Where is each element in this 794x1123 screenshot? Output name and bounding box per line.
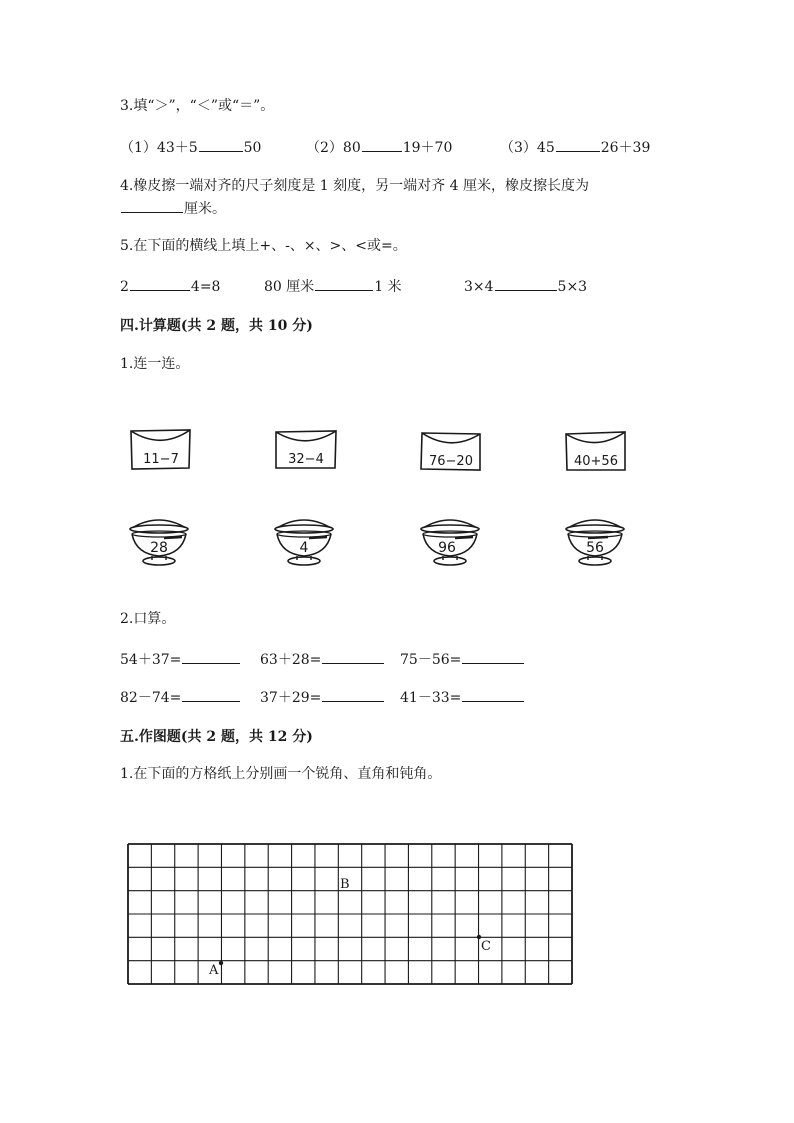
envelope-4-label: 40+56 xyxy=(574,454,618,469)
oral-item xyxy=(120,687,241,708)
q5-item-2 xyxy=(264,276,402,297)
envelope-3[interactable] xyxy=(419,428,483,472)
oral-expr: 63＋28= xyxy=(260,652,322,668)
q3-item-2-label: （2）80 xyxy=(306,140,361,156)
q5-item-3-right: 5×3 xyxy=(557,279,588,295)
oral-item xyxy=(260,687,385,708)
oral-expr: 54＋37= xyxy=(120,652,182,668)
q5-item-1-left: 2 xyxy=(120,279,129,295)
q3-title: 3.填“＞”，“＜”或“＝”。 xyxy=(120,98,275,114)
envelope-1[interactable] xyxy=(129,428,193,472)
oral-expr: 82－74= xyxy=(120,690,182,706)
section5-heading: 五.作图题(共 2 题，共 12 分) xyxy=(120,729,313,745)
q4-line2 xyxy=(120,198,226,219)
s5-q1-title: 1.在下面的方格纸上分别画一个锐角、直角和钝角。 xyxy=(120,766,442,782)
q3-item-3 xyxy=(500,137,650,158)
q3-item-3-label: （3）45 xyxy=(500,140,555,156)
point-b-label: B xyxy=(340,877,350,892)
oral-expr: 37＋29= xyxy=(260,690,322,706)
q5-item-3-left: 3×4 xyxy=(464,279,494,295)
oral-blank[interactable] xyxy=(182,687,240,702)
oral-expr: 75－56= xyxy=(400,652,462,668)
q5-item-2-left: 80 厘米 xyxy=(264,279,315,295)
q5-item-1-right: 4=8 xyxy=(190,279,221,295)
q3-item-1-rest: 50 xyxy=(243,140,262,156)
bowl-1[interactable] xyxy=(126,514,192,570)
q3-blank-1[interactable] xyxy=(199,137,243,152)
envelope-3-label: 76−20 xyxy=(429,454,473,469)
oral-blank[interactable] xyxy=(322,649,384,664)
q3-item-2 xyxy=(306,137,452,158)
oral-item xyxy=(260,649,385,670)
point-c-label: C xyxy=(481,939,491,954)
bowl-2[interactable] xyxy=(271,514,337,570)
grid-paper[interactable] xyxy=(126,842,576,988)
envelope-2[interactable] xyxy=(274,428,338,472)
oral-item xyxy=(400,649,525,670)
q3-blank-3[interactable] xyxy=(556,137,600,152)
q5-blank-2[interactable] xyxy=(315,276,373,291)
q5-item-1 xyxy=(120,276,220,297)
s4-q2-title: 2.口算。 xyxy=(120,611,176,627)
q5-item-2-right: 1 米 xyxy=(374,279,402,295)
bowl-3[interactable] xyxy=(417,514,483,570)
q4-blank[interactable] xyxy=(121,198,183,213)
s4-q1-title: 1.连一连。 xyxy=(120,356,190,372)
q3-item-3-rest: 26＋39 xyxy=(600,140,651,156)
section4-heading: 四.计算题(共 2 题，共 10 分) xyxy=(120,318,313,334)
oral-item xyxy=(400,687,525,708)
envelope-2-label: 32−4 xyxy=(288,452,324,467)
point-a-dot xyxy=(219,961,223,965)
q4-suffix: 厘米。 xyxy=(184,201,226,217)
bowl-3-label: 96 xyxy=(438,540,456,556)
q3-item-1 xyxy=(120,137,261,158)
oral-item xyxy=(120,649,241,670)
q5-blank-3[interactable] xyxy=(495,276,557,291)
oral-blank[interactable] xyxy=(182,649,240,664)
grid-lines xyxy=(128,844,572,984)
q5-blank-1[interactable] xyxy=(130,276,190,291)
bowl-1-label: 28 xyxy=(150,540,168,556)
point-a-label: A xyxy=(209,963,219,978)
q4-line1: 4.橡皮擦一端对齐的尺子刻度是 1 刻度，另一端对齐 4 厘米，橡皮擦长度为 xyxy=(120,178,589,194)
q3-item-1-label: （1）43＋5 xyxy=(120,140,198,156)
q5-title: 5.在下面的横线上填上+、-、×、>、<或=。 xyxy=(120,238,407,254)
oral-blank[interactable] xyxy=(462,687,524,702)
q3-item-2-rest: 19＋70 xyxy=(402,140,453,156)
oral-expr: 41－33= xyxy=(400,690,462,706)
oral-blank[interactable] xyxy=(322,687,384,702)
bowl-2-label: 4 xyxy=(299,540,309,556)
q5-item-3 xyxy=(464,276,587,297)
q3-blank-2[interactable] xyxy=(362,137,402,152)
envelope-4[interactable] xyxy=(564,428,628,472)
envelope-1-label: 11−7 xyxy=(143,452,179,467)
bowl-4-label: 56 xyxy=(586,540,604,556)
bowl-4[interactable] xyxy=(562,514,628,570)
oral-blank[interactable] xyxy=(462,649,524,664)
